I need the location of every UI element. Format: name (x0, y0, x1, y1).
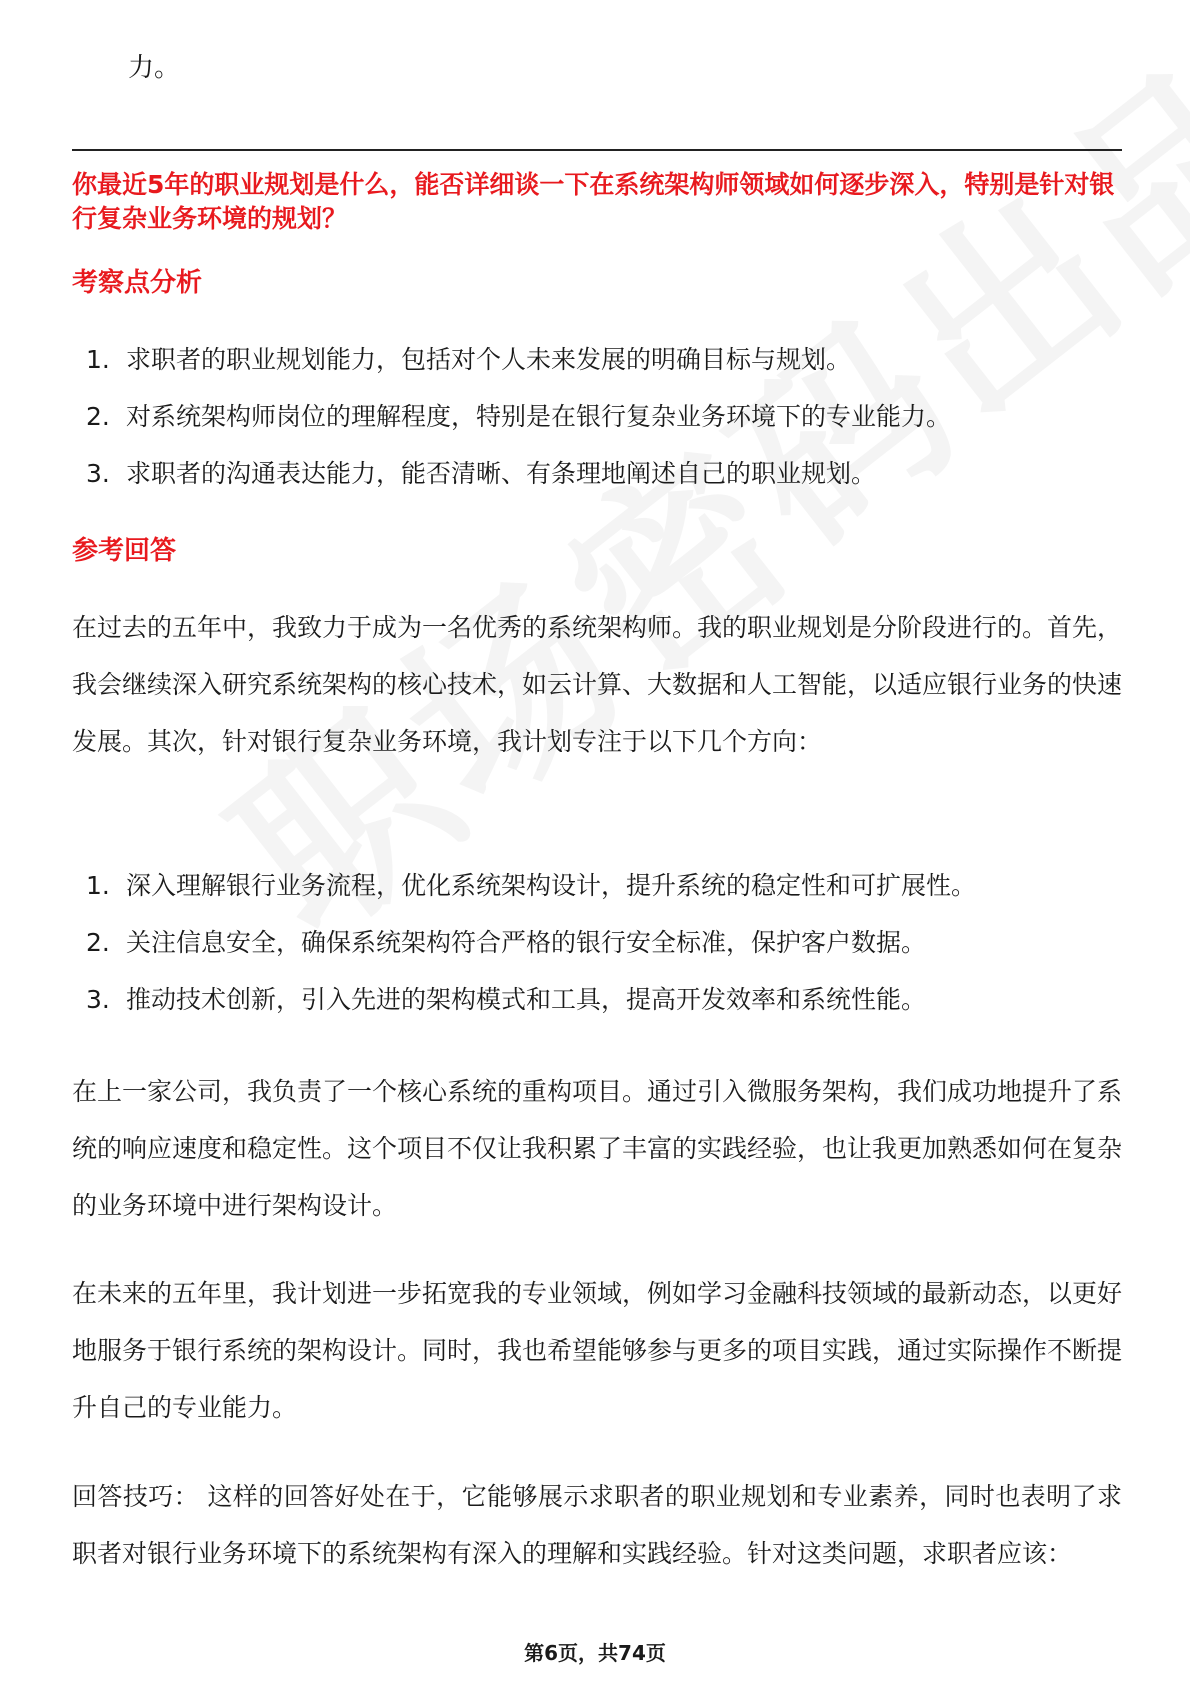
list-item-number: 2. (86, 928, 110, 957)
list-item-number: 3. (86, 985, 110, 1014)
answer-tips-paragraph: 回答技巧： 这样的回答好处在于，它能够展示求职者的职业规划和专业素养，同时也表明了求职者对银行业务环境下的系统架构有深入的理解和实践经验。针对这类问题，求职者应该： (72, 1482, 1122, 1568)
answer-intro-paragraph: 在过去的五年中，我致力于成为一名优秀的系统架构师。我的职业规划是分阶段进行的。首先，我会继续深入研究系统架构的核心技术，如云计算、大数据和人工智能，以适应银行业务的快速发展。其次，针对银行复杂业务环境，我计划专注于以下几个方向： (72, 613, 1123, 756)
list-item-text: 求职者的沟通表达能力，能否清晰、有条理地阐述自己的职业规划。 (126, 459, 877, 488)
list-item-text: 求职者的职业规划能力，包括对个人未来发展的明确目标与规划。 (126, 345, 852, 374)
list-item (72, 397, 1122, 454)
list-item-text: 对系统架构师岗位的理解程度，特别是在银行复杂业务环境下的专业能力。 (126, 402, 952, 431)
list-item (72, 866, 1122, 923)
analysis-list (72, 340, 1122, 511)
question-heading: 你最近5年的职业规划是什么，能否详细谈一下在系统架构师领域如何逐步深入，特别是针对银行复杂业务环境的规划？ (72, 170, 1115, 233)
section-divider (72, 149, 1122, 151)
list-item-number: 2. (86, 402, 110, 431)
answer-title: 参考回答 (72, 536, 177, 566)
list-item-number: 1. (86, 345, 110, 374)
list-item-text: 推动技术创新，引入先进的架构模式和工具，提高开发效率和系统性能。 (126, 985, 927, 1014)
list-item-text: 关注信息安全，确保系统架构符合严格的银行安全标准，保护客户数据。 (126, 928, 927, 957)
list-item-number: 3. (86, 459, 110, 488)
answer-paragraph-2: 在上一家公司，我负责了一个核心系统的重构项目。通过引入微服务架构，我们成功地提升了系统的响应速度和稳定性。这个项目不仅让我积累了丰富的实践经验，也让我更加熟悉如何在复杂的业务环境中进行架构设计。 (72, 1077, 1123, 1220)
answer-list (72, 866, 1122, 1037)
list-item-text: 深入理解银行业务流程，优化系统架构设计，提升系统的稳定性和可扩展性。 (126, 871, 977, 900)
list-item (72, 980, 1122, 1037)
list-item (72, 454, 1122, 511)
list-item (72, 923, 1122, 980)
continuation-text: 力。 (128, 53, 181, 83)
analysis-title: 考察点分析 (72, 268, 203, 298)
page-number-footer: 第6页，共74页 (524, 1641, 666, 1665)
answer-paragraph-3: 在未来的五年里，我计划进一步拓宽我的专业领域，例如学习金融科技领域的最新动态，以更好地服务于银行系统的架构设计。同时，我也希望能够参与更多的项目实践，通过实际操作不断提升自己的专业能力。 (72, 1279, 1123, 1422)
list-item (72, 340, 1122, 397)
list-item-number: 1. (86, 871, 110, 900)
